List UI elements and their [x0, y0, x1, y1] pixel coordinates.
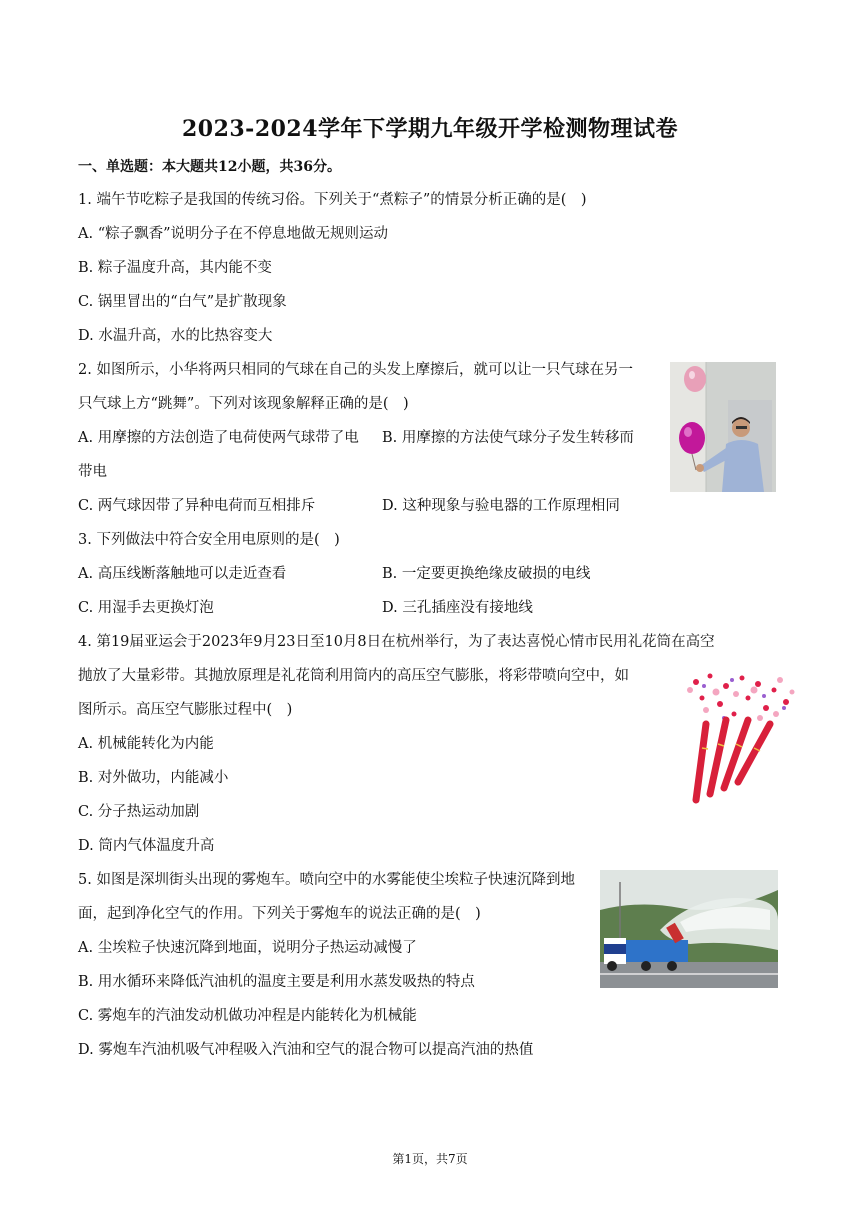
q1-option-b: B. 粽子温度升高，其内能不变: [78, 260, 272, 276]
q2-option-a-continued: 带电: [78, 464, 107, 480]
q4-option-d: D. 筒内气体温度升高: [78, 838, 215, 854]
page-footer: 第1页，共7页: [392, 1152, 468, 1166]
q2-stem-line1: 2. 如图所示，小华将两只相同的气球在自己的头发上摩擦后，就可以让一只气球在另一: [78, 362, 633, 378]
q4-option-a: A. 机械能转化为内能: [78, 736, 214, 752]
q3-stem: 3. 下列做法中符合安全用电原则的是( ): [78, 532, 340, 548]
q3-option-d: D. 三孔插座没有接地线: [382, 600, 533, 616]
q4-stem-line3: 图所示。高压空气膨胀过程中( ): [78, 702, 293, 718]
q5-stem-line1: 5. 如图是深圳街头出现的雾炮车。喷向空中的水雾能使尘埃粒子快速沉降到地: [78, 872, 575, 888]
q2-option-d: D. 这种现象与验电器的工作原理相同: [382, 498, 620, 514]
q2-option-c: C. 两气球因带了异种电荷而互相排斥: [78, 498, 316, 514]
q5-stem-line2: 面，起到净化空气的作用。下列关于雾炮车的说法正确的是( ): [78, 906, 481, 922]
section-heading: 一、单选题：本大题共12小题，共36分。: [78, 159, 341, 175]
q5-option-c: C. 雾炮车的汽油发动机做功冲程是内能转化为机械能: [78, 1008, 417, 1024]
q5-option-d: D. 雾炮车汽油机吸气冲程吸入汽油和空气的混合物可以提高汽油的热值: [78, 1042, 534, 1058]
q5-option-a: A. 尘埃粒子快速沉降到地面，说明分子热运动减慢了: [78, 940, 417, 956]
page-title: 2023-2024学年下学期九年级开学检测物理试卷: [181, 116, 679, 142]
q1-stem: 1. 端午节吃粽子是我国的传统习俗。下列关于“煮粽子”的情景分析正确的是( ): [78, 192, 587, 208]
q5-option-b: B. 用水循环来降低汽油机的温度主要是利用水蒸发吸热的特点: [78, 974, 475, 990]
q4-option-b: B. 对外做功，内能减小: [78, 770, 229, 786]
balloon-photo: [670, 362, 776, 492]
q3-option-c: C. 用湿手去更换灯泡: [78, 600, 214, 616]
q1-option-c: C. 锅里冒出的“白气”是扩散现象: [78, 294, 287, 310]
q4-option-c: C. 分子热运动加剧: [78, 804, 200, 820]
fog-cannon-truck-photo: [600, 870, 778, 988]
q1-option-a: A. “粽子飘香”说明分子在不停息地做无规则运动: [78, 226, 389, 242]
q2-stem-line2: 只气球上方“跳舞”。下列对该现象解释正确的是( ): [78, 396, 409, 412]
q1-option-d: D. 水温升高，水的比热容变大: [78, 328, 273, 344]
q4-stem-line1: 4. 第19届亚运会于2023年9月23日至10月8日在杭州举行，为了表达喜悦心情市民用礼花筒在高空: [78, 634, 715, 650]
q3-option-a: A. 高压线断落触地可以走近查看: [78, 566, 287, 582]
q2-option-a: A. 用摩擦的方法创造了电荷使两气球带了电: [78, 430, 359, 446]
q3-option-b: B. 一定要更换绝缘皮破损的电线: [382, 566, 591, 582]
q4-stem-line2: 抛放了大量彩带。其抛放原理是礼花筒利用筒内的高压空气膨胀，将彩带喷向空中，如: [78, 668, 629, 684]
confetti-cannon-photo: [676, 668, 800, 808]
q2-option-b: B. 用摩擦的方法使气球分子发生转移而: [382, 430, 634, 446]
